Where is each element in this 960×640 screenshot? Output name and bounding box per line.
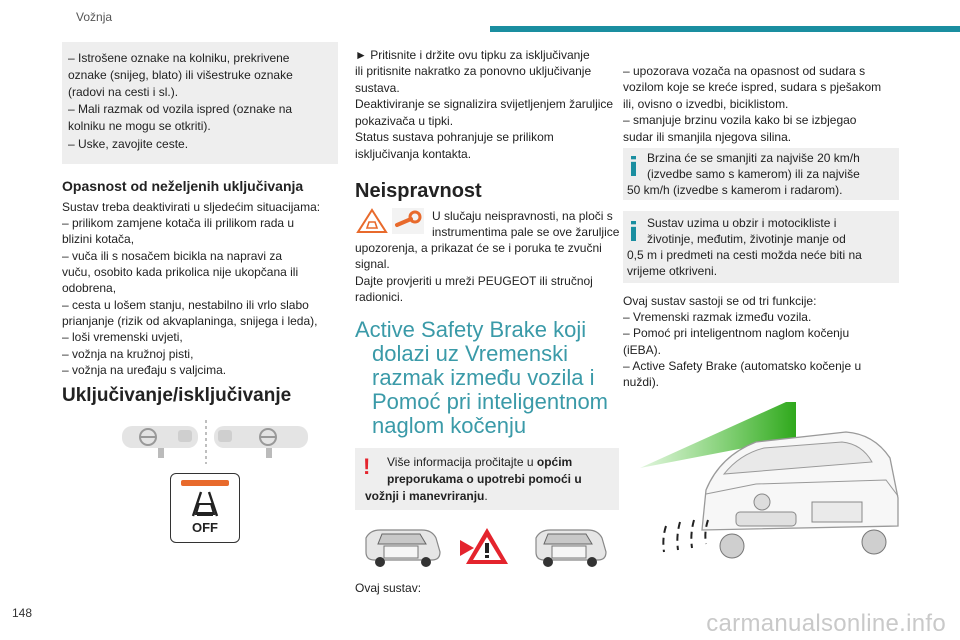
text-line: upozorenja, a prikazat će se i poruka te zvučni (355, 241, 602, 255)
box-line: kolniku ne mogu se otkriti). (68, 119, 211, 133)
title-line: razmak između vozila i (372, 365, 595, 390)
service-wrench-icon (392, 208, 424, 234)
text-line: – vožnja na uređaju s valjcima. (62, 363, 227, 377)
text-line: pokazivača u tipki. (355, 114, 454, 128)
off-label: OFF (192, 520, 218, 535)
section-label: Vožnja (76, 10, 113, 24)
dashboard-illustration (118, 418, 314, 466)
car-sensor-illustration (636, 398, 904, 570)
warning-exclamation-icon: ! (363, 454, 371, 479)
text-line: prianjanje (rizik od akvaplaninga, snijega i leda), (62, 314, 318, 328)
info-line: Brzina će se smanjiti za najviše 20 km/h (647, 151, 860, 165)
text-line: Dajte provjeriti u mreži PEUGEOT ili stručnoj (355, 274, 593, 288)
text-line: isključivanja kontakta. (355, 147, 472, 161)
info-line: (izvedbe samo s kamerom) ili za najviše (647, 167, 860, 181)
warning-link-text: općim (536, 455, 573, 469)
section-title (355, 318, 608, 438)
title-line: dolazi uz Vremenski (372, 341, 569, 366)
info-icon (631, 219, 636, 243)
info-line: 50 km/h (izvedbe s kamerom i radarom). (627, 183, 843, 197)
heading-fault: Neispravnost (355, 180, 482, 202)
text-line: sudar ili smanjila njegova silina. (623, 130, 792, 144)
collision-warning-lamp-icon (356, 208, 388, 234)
text-line: – loši vremenski uvjeti, (62, 330, 183, 344)
info-box-speed (623, 148, 899, 200)
text-line: – Pomoć pri inteligentnom naglom kočenju (623, 326, 850, 340)
text-line: sustava. (355, 81, 400, 95)
text-line: ili pritisnite nakratko za ponovno uključivanje (355, 64, 592, 78)
text-line: – upozorava vozača na opasnost od sudara s (623, 64, 866, 78)
collision-alert-icon (179, 480, 231, 520)
box-line: – Mali razmak od vozila ispred (oznake na (68, 102, 293, 116)
title-line: naglom kočenju (372, 413, 527, 438)
info-line: životinje, međutim, životinje manje od (647, 232, 846, 246)
warning-text: Više informacija pročitajte u (387, 455, 537, 469)
text-line: ili, ovisno o izvedbi, biciklistom. (623, 97, 789, 111)
box-line: – Istrošene oznake na kolniku, prekrivene (68, 51, 290, 65)
text-line: vozilom koje se kreće ispred, sudara s pješakom (623, 80, 882, 94)
cars-collision-illustration (362, 524, 612, 572)
info-icon (631, 154, 636, 178)
text-line: Ovaj sustav sastoji se od tri funkcije: (623, 294, 817, 308)
text-line: – cesta u lošem stanju, nestabilno ili vrlo slabo (62, 298, 309, 312)
text-line: U slučaju neispravnosti, na ploči s (432, 209, 613, 223)
text-line: nuždi). (623, 375, 660, 389)
watermark: carmanualsonline.info (706, 610, 946, 637)
text-line: blizini kotača, (62, 232, 135, 246)
text-line: (iEBA). (623, 343, 662, 357)
page-number: 148 (12, 606, 33, 620)
text-line: – vožnja na kružnoj pisti, (62, 347, 194, 361)
text-line: – prilikom zamjene kotača ili prilikom rada u (62, 216, 295, 230)
info-line: 0,5 m i predmeti na cesti možda neće biti na (627, 248, 862, 262)
heading-toggle: Uključivanje/isključivanje (62, 385, 292, 406)
text-line: Sustav treba deaktivirati u sljedećim situacijama: (62, 200, 321, 214)
text-line: odobrena, (62, 281, 117, 295)
text-line: – Active Safety Brake (automatsko kočenje u (623, 359, 862, 373)
info-box-objects (623, 211, 899, 283)
text-line: signal. (355, 257, 390, 271)
text-line: – smanjuje brzinu vozila kako bi se izbjegao (623, 113, 857, 127)
text-line: radionici. (355, 290, 404, 304)
info-line: vrijeme otkriveni. (627, 264, 718, 278)
conditions-box (62, 42, 338, 164)
warning-link-text: preporukama o upotrebi pomoći u (387, 472, 582, 486)
warning-box (355, 448, 619, 510)
text-line: instrumentima pale se ove žaruljice (432, 225, 620, 239)
heading-danger: Opasnost od neželjenih uključivanja (62, 178, 304, 194)
box-line: (radovi na cesti i sl.). (68, 85, 179, 99)
title-line: Active Safety Brake koji (355, 317, 587, 342)
box-line: – Uske, zavojite ceste. (68, 137, 189, 151)
warning-link-text: vožnji i manevriranju (365, 489, 485, 503)
text-line: – vuča ili s nosačem bicikla na napravi za (62, 249, 283, 263)
warning-period: . (484, 489, 488, 503)
title-line: Pomoć pri inteligentnom (372, 389, 609, 414)
system-label: Ovaj sustav: (355, 581, 422, 595)
header-accent-bar (490, 26, 960, 32)
text-line: – Vremenski razmak između vozila. (623, 310, 812, 324)
text-line: ► Pritisnite i držite ovu tipku za isključivanje (355, 48, 590, 62)
text-line: vuču, osobito kada prikolica nije ukopčana ili (62, 265, 299, 279)
text-line: Deaktiviranje se signalizira svijetljenjem žaruljice (355, 97, 614, 111)
safety-brake-off-button[interactable] (170, 473, 240, 543)
box-line: oznake (snijeg, blato) ili višestruke oznake (68, 68, 293, 82)
text-line: Status sustava pohranjuje se prilikom (355, 130, 554, 144)
info-line: Sustav uzima u obzir i motocikliste i (647, 216, 837, 230)
